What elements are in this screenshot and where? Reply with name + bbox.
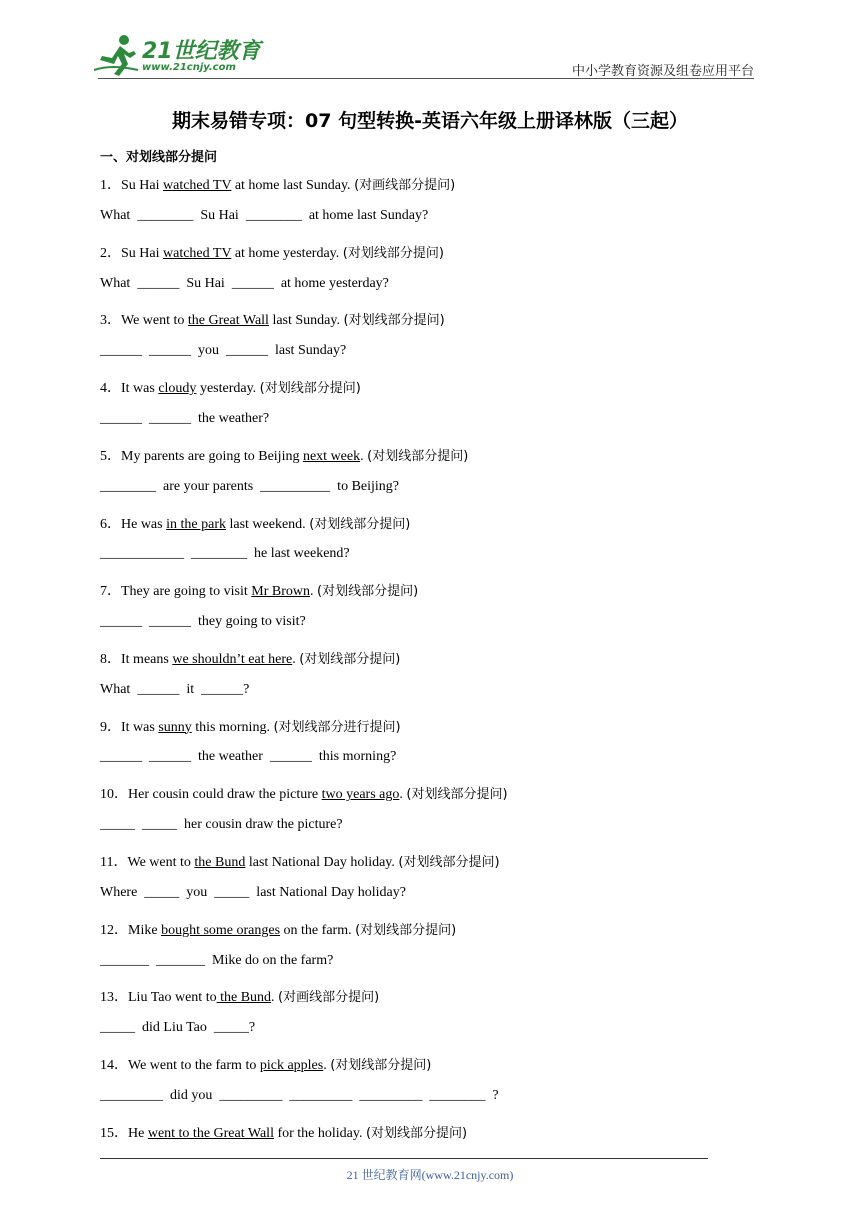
header-platform-name: 中小学教育资源及组卷应用平台: [571, 64, 754, 79]
question-text: last weekend.: [225, 516, 310, 532]
underlined-part: the Bund: [216, 990, 272, 1006]
instruction-note: (对划线部分提问): [259, 381, 361, 397]
question-text: 2．Su Hai: [100, 245, 163, 261]
question-text: 14．We went to the farm to: [100, 1058, 260, 1074]
question-text: at home yesterday.: [231, 245, 343, 261]
instruction-note: (对画线部分提问): [354, 178, 456, 193]
underlined-part: in the park: [166, 516, 226, 532]
instruction-note: (对划线部分提问): [365, 1125, 468, 1141]
question-line: [100, 580, 418, 600]
question-text: 5．My parents are going to Beijing: [100, 448, 303, 464]
question-text: 1．Su Hai: [100, 178, 163, 193]
answer-line: _________ did you _________ _________ _________ ________ ?: [100, 1087, 499, 1103]
question-text: .: [271, 990, 279, 1006]
answer-line: What ______ it ______?: [100, 681, 250, 697]
underlined-part: the Bund: [194, 855, 246, 870]
question-line: [100, 716, 401, 736]
question-text: 15．He: [100, 1125, 148, 1141]
instruction-note: (对划线部分提问): [309, 516, 411, 532]
question-line: [100, 1122, 467, 1142]
answer-line: Where _____ you _____ last National Day holiday?: [100, 884, 406, 900]
answer-line: _____ _____ her cousin draw the picture?: [100, 817, 343, 833]
underlined-part: watched TV: [163, 178, 232, 193]
question-line: [100, 986, 379, 1006]
question-text: 4．It was: [100, 381, 159, 397]
answer-line: ______ ______ the weather ______ this morning?: [100, 749, 397, 765]
question-line: [100, 513, 410, 533]
underlined-part: went to the Great Wall: [147, 1125, 274, 1141]
underlined-part: bought some oranges: [161, 922, 281, 938]
underlined-part: the Great Wall: [187, 313, 269, 329]
instruction-note: (对划线部分进行提问): [273, 719, 401, 735]
answer-line: ______ ______ the weather?: [100, 410, 270, 426]
question-text: 6．He was: [100, 516, 167, 532]
instruction-note: (对划线部分提问): [317, 584, 419, 600]
underlined-part: pick apples: [259, 1058, 324, 1074]
instruction-note: (对划线部分提问): [398, 855, 500, 870]
question-text: last National Day holiday.: [245, 855, 399, 870]
question-text: this morning.: [191, 719, 274, 735]
question-text: 7．They are going to visit: [100, 584, 252, 600]
question-text: 9．It was: [100, 719, 159, 735]
instruction-note: (对划线部分提问): [343, 313, 445, 329]
question-line: [100, 851, 500, 871]
underlined-part: two years ago: [321, 787, 400, 803]
question-text: .: [399, 787, 407, 803]
question-line: [100, 445, 468, 465]
instruction-note: (对划线部分提问): [367, 448, 469, 464]
footer-text: 21 世纪教育网(www.21cnjy.com): [346, 1168, 514, 1182]
underlined-part: watched TV: [163, 245, 232, 261]
question-text: 3．We went to: [100, 313, 188, 329]
runner-icon: [92, 34, 140, 78]
question-text: .: [323, 1058, 331, 1074]
question-line: [100, 377, 361, 397]
instruction-note: (对划线部分提问): [355, 922, 457, 938]
question-text: on the farm.: [280, 922, 356, 938]
question-text: 10．Her cousin could draw the picture: [100, 787, 322, 803]
question-text: 8．It means: [100, 651, 173, 667]
footer-divider: [100, 1158, 708, 1159]
underlined-part: cloudy: [158, 381, 197, 397]
question-text: at home last Sunday.: [231, 178, 355, 193]
question-line: [100, 174, 455, 194]
page-title: 期末易错专项：07 句型转换-英语六年级上册译林版（三起）: [172, 110, 688, 132]
question-line: [100, 783, 508, 803]
underlined-part: sunny: [158, 719, 192, 735]
answer-line: What ________ Su Hai ________ at home last Sunday?: [100, 207, 429, 223]
instruction-note: (对画线部分提问): [278, 990, 380, 1006]
question-text: 13．Liu Tao went to: [100, 990, 217, 1006]
question-line: [100, 309, 445, 329]
question-text: for the holiday.: [273, 1125, 366, 1141]
question-line: [100, 919, 456, 939]
underlined-part: we shouldn’t eat here: [172, 651, 293, 667]
question-line: [100, 242, 444, 262]
question-line: [100, 1054, 431, 1074]
answer-line: ______ ______ they going to visit?: [100, 614, 306, 630]
question-text: yesterday.: [196, 381, 260, 397]
logo-subtext: www.21cnjy.com: [142, 62, 236, 73]
site-logo: [92, 34, 262, 78]
underlined-part: Mr Brown: [251, 584, 310, 600]
question-text: .: [292, 651, 300, 667]
answer-line: ________ are your parents __________ to Beijing?: [100, 478, 400, 494]
header-divider: [98, 78, 754, 79]
instruction-note: (对划线部分提问): [299, 651, 401, 667]
question-text: .: [360, 448, 368, 464]
logo-text: 21世纪教育: [142, 39, 261, 64]
question-line: [100, 648, 400, 668]
answer-line: ______ ______ you ______ last Sunday?: [100, 343, 347, 359]
instruction-note: (对划线部分提问): [406, 787, 508, 803]
underlined-part: next week: [302, 448, 361, 464]
answer-line: _______ _______ Mike do on the farm?: [100, 952, 334, 968]
answer-line: ____________ ________ he last weekend?: [100, 546, 350, 562]
answer-line: _____ did Liu Tao _____?: [100, 1020, 256, 1036]
question-text: 11．We went to: [100, 855, 195, 870]
question-text: .: [310, 584, 317, 600]
question-text: last Sunday.: [268, 313, 344, 329]
section-heading: 一、对划线部分提问: [100, 150, 218, 165]
answer-line: What ______ Su Hai ______ at home yesterday?: [100, 275, 389, 291]
instruction-note: (对划线部分提问): [342, 245, 444, 261]
question-text: 12．Mike: [100, 922, 162, 938]
instruction-note: (对划线部分提问): [330, 1058, 432, 1074]
